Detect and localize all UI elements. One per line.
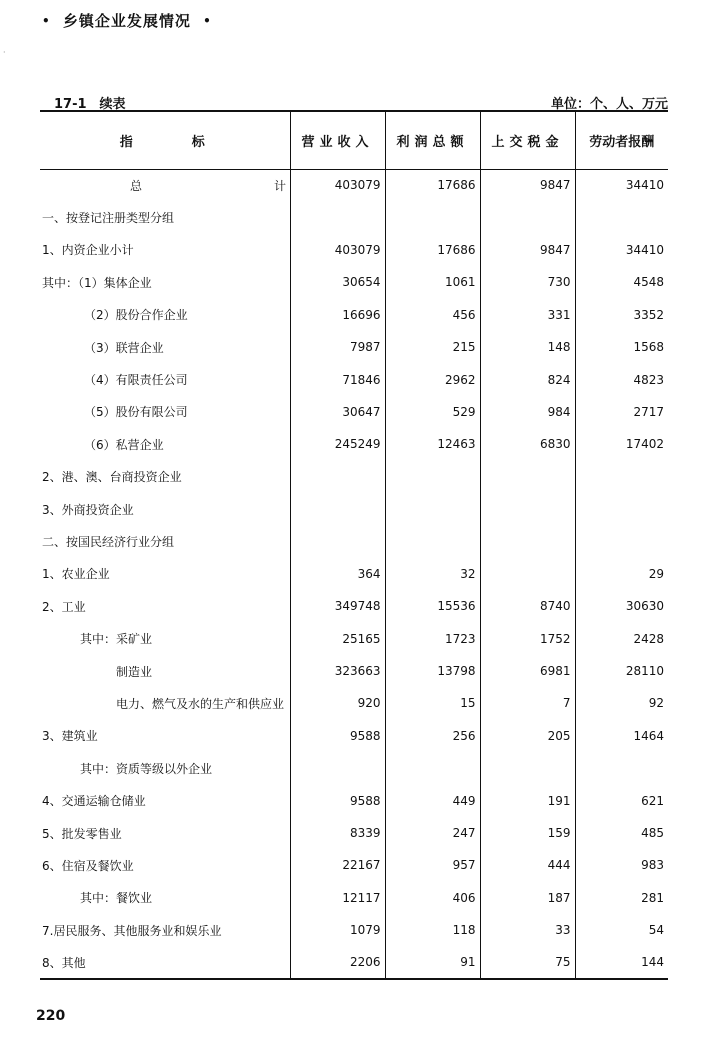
column-header-tax: 上交税金: [480, 111, 575, 169]
cell-revenue: 8339: [290, 817, 385, 849]
cell-revenue: 9588: [290, 784, 385, 816]
cell-tax: [480, 201, 575, 233]
cell-tax: 8740: [480, 590, 575, 622]
cell-profit: 15536: [385, 590, 480, 622]
cell-tax: 9847: [480, 169, 575, 201]
column-header-compensation: 劳动者报酬: [575, 111, 668, 169]
cell-profit: 1061: [385, 266, 480, 298]
bullet-left: •: [42, 14, 51, 28]
cell-profit: 215: [385, 331, 480, 363]
cell-revenue: 12117: [290, 882, 385, 914]
row-label: 制造业: [116, 664, 153, 679]
cell-profit: 15: [385, 687, 480, 719]
table-row: [40, 720, 668, 752]
row-label: （6）私营企业: [84, 437, 164, 452]
cell-tax: 75: [480, 946, 575, 978]
cell-compensation: 1464: [575, 720, 668, 752]
table-row: [40, 428, 668, 460]
row-label: 6、住宿及餐饮业: [42, 858, 134, 873]
cell-revenue: 920: [290, 687, 385, 719]
cell-compensation: 28110: [575, 655, 668, 687]
table-body: [40, 169, 668, 979]
cell-tax: 824: [480, 363, 575, 395]
cell-compensation: [575, 461, 668, 493]
cell-revenue: [290, 525, 385, 557]
cell-profit: [385, 461, 480, 493]
table-row: [40, 169, 668, 201]
row-label: 其中：资质等级以外企业: [80, 761, 213, 776]
cell-compensation: 281: [575, 882, 668, 914]
table-row: [40, 201, 668, 233]
cell-compensation: 54: [575, 914, 668, 946]
cell-compensation: 3352: [575, 299, 668, 331]
cell-compensation: 17402: [575, 428, 668, 460]
cell-revenue: 9588: [290, 720, 385, 752]
cell-tax: 159: [480, 817, 575, 849]
row-label: （2）股份合作企业: [84, 308, 188, 323]
row-label: 其中：采矿业: [80, 632, 153, 647]
cell-tax: 33: [480, 914, 575, 946]
cell-profit: 1723: [385, 622, 480, 654]
row-label: 1、内资企业小计: [42, 243, 134, 258]
cell-tax: 205: [480, 720, 575, 752]
row-label: 总 计: [130, 178, 347, 193]
bullet-right: •: [203, 14, 212, 28]
cell-compensation: 485: [575, 817, 668, 849]
cell-profit: 529: [385, 396, 480, 428]
row-label: 一、按登记注册类型分组: [42, 211, 175, 226]
cell-revenue: [290, 461, 385, 493]
cell-tax: 444: [480, 849, 575, 881]
cell-profit: [385, 201, 480, 233]
cell-tax: 148: [480, 331, 575, 363]
row-label: 电力、燃气及水的生产和供应业: [116, 696, 285, 711]
cell-compensation: 621: [575, 784, 668, 816]
cell-revenue: 30654: [290, 266, 385, 298]
cell-revenue: 16696: [290, 299, 385, 331]
table-row: [40, 655, 668, 687]
cell-profit: 247: [385, 817, 480, 849]
cell-revenue: [290, 752, 385, 784]
cell-profit: 957: [385, 849, 480, 881]
table-row: [40, 266, 668, 298]
table-row: [40, 234, 668, 266]
cell-revenue: 403079: [290, 234, 385, 266]
row-label: （5）股份有限公司: [84, 405, 188, 420]
cell-tax: 730: [480, 266, 575, 298]
table-row: [40, 687, 668, 719]
table-row: [40, 882, 668, 914]
cell-revenue: 364: [290, 558, 385, 590]
table-row: [40, 914, 668, 946]
cell-compensation: 92: [575, 687, 668, 719]
cell-profit: 449: [385, 784, 480, 816]
table-row: [40, 849, 668, 881]
cell-profit: 12463: [385, 428, 480, 460]
table-row: [40, 525, 668, 557]
cell-compensation: 29: [575, 558, 668, 590]
cell-profit: 17686: [385, 234, 480, 266]
cell-compensation: 144: [575, 946, 668, 978]
row-label: 二、按国民经济行业分组: [42, 534, 175, 549]
cell-revenue: 245249: [290, 428, 385, 460]
column-header-revenue: 营业收入: [290, 111, 385, 169]
cell-tax: 1752: [480, 622, 575, 654]
row-label: 8、其他: [40, 946, 290, 978]
cell-compensation: 983: [575, 849, 668, 881]
cell-revenue: 349748: [290, 590, 385, 622]
cell-compensation: 4823: [575, 363, 668, 395]
table-unit: 单位：个、人、万元: [550, 97, 668, 112]
table-row: [40, 363, 668, 395]
cell-tax: 6830: [480, 428, 575, 460]
cell-tax: [480, 558, 575, 590]
table-row: [40, 461, 668, 493]
row-label: 其中：餐饮业: [80, 891, 153, 906]
cell-profit: 13798: [385, 655, 480, 687]
row-label: 2、工业: [42, 599, 86, 614]
cell-compensation: 4548: [575, 266, 668, 298]
cell-revenue: 25165: [290, 622, 385, 654]
cell-tax: 9847: [480, 234, 575, 266]
cell-compensation: 1568: [575, 331, 668, 363]
cell-profit: [385, 525, 480, 557]
cell-revenue: 1079: [290, 914, 385, 946]
table-row: [40, 331, 668, 363]
page-number: 220: [36, 1008, 66, 1024]
cell-compensation: 30630: [575, 590, 668, 622]
row-label: 1、农业企业: [42, 567, 110, 582]
table-row: [40, 590, 668, 622]
row-label: 5、批发零售业: [42, 826, 122, 841]
statistics-table: [40, 110, 668, 980]
cell-revenue: [290, 201, 385, 233]
cell-profit: [385, 493, 480, 525]
cell-profit: 32: [385, 558, 480, 590]
cell-tax: [480, 525, 575, 557]
cell-tax: 187: [480, 882, 575, 914]
table-row: [40, 784, 668, 816]
cell-compensation: 2717: [575, 396, 668, 428]
cell-tax: [480, 752, 575, 784]
cell-tax: 191: [480, 784, 575, 816]
cell-revenue: 30647: [290, 396, 385, 428]
row-label: （4）有限责任公司: [84, 373, 188, 388]
cell-compensation: [575, 201, 668, 233]
row-label: 4、交通运输仓储业: [42, 794, 146, 809]
row-label: 7.居民服务、其他服务业和娱乐业: [42, 923, 222, 938]
cell-tax: [480, 461, 575, 493]
cell-revenue: 7987: [290, 331, 385, 363]
column-header-profit: 利润总额: [385, 111, 480, 169]
cell-compensation: [575, 493, 668, 525]
cell-compensation: 34410: [575, 234, 668, 266]
cell-tax: 984: [480, 396, 575, 428]
column-header-indicator: 指 标: [40, 111, 290, 169]
cell-profit: 406: [385, 882, 480, 914]
header-row: [40, 111, 668, 169]
row-label: 3、建筑业: [42, 729, 98, 744]
table-row: [40, 493, 668, 525]
row-label: 2、港、澳、台商投资企业: [42, 470, 182, 485]
cell-profit: [385, 752, 480, 784]
table-row: [40, 558, 668, 590]
cell-compensation: 34410: [575, 169, 668, 201]
cell-revenue: 323663: [290, 655, 385, 687]
table-row: [40, 396, 668, 428]
cell-tax: [480, 493, 575, 525]
margin-mark: ·: [3, 48, 6, 57]
table-row: [40, 817, 668, 849]
table-row: [40, 299, 668, 331]
table-row: [40, 946, 668, 978]
cell-tax: 331: [480, 299, 575, 331]
running-title: 乡镇企业发展情况: [62, 12, 191, 30]
row-label: 其中：（1）集体企业: [42, 275, 152, 290]
cell-profit: 91: [385, 946, 480, 978]
cell-profit: 2962: [385, 363, 480, 395]
cell-compensation: [575, 752, 668, 784]
cell-revenue: 22167: [290, 849, 385, 881]
cell-revenue: 2206: [290, 946, 385, 978]
cell-profit: 17686: [385, 169, 480, 201]
cell-profit: 456: [385, 299, 480, 331]
cell-profit: 256: [385, 720, 480, 752]
cell-tax: 6981: [480, 655, 575, 687]
table-row: [40, 622, 668, 654]
table-number: 17-1 续表: [54, 97, 126, 112]
row-label: （3）联营企业: [84, 340, 164, 355]
cell-tax: 7: [480, 687, 575, 719]
running-header: [36, 10, 218, 31]
cell-revenue: 71846: [290, 363, 385, 395]
row-label: 3、外商投资企业: [42, 502, 134, 517]
cell-compensation: 2428: [575, 622, 668, 654]
cell-compensation: [575, 525, 668, 557]
cell-revenue: 403079: [290, 169, 385, 201]
cell-profit: 118: [385, 914, 480, 946]
table-row: [40, 752, 668, 784]
cell-revenue: [290, 493, 385, 525]
